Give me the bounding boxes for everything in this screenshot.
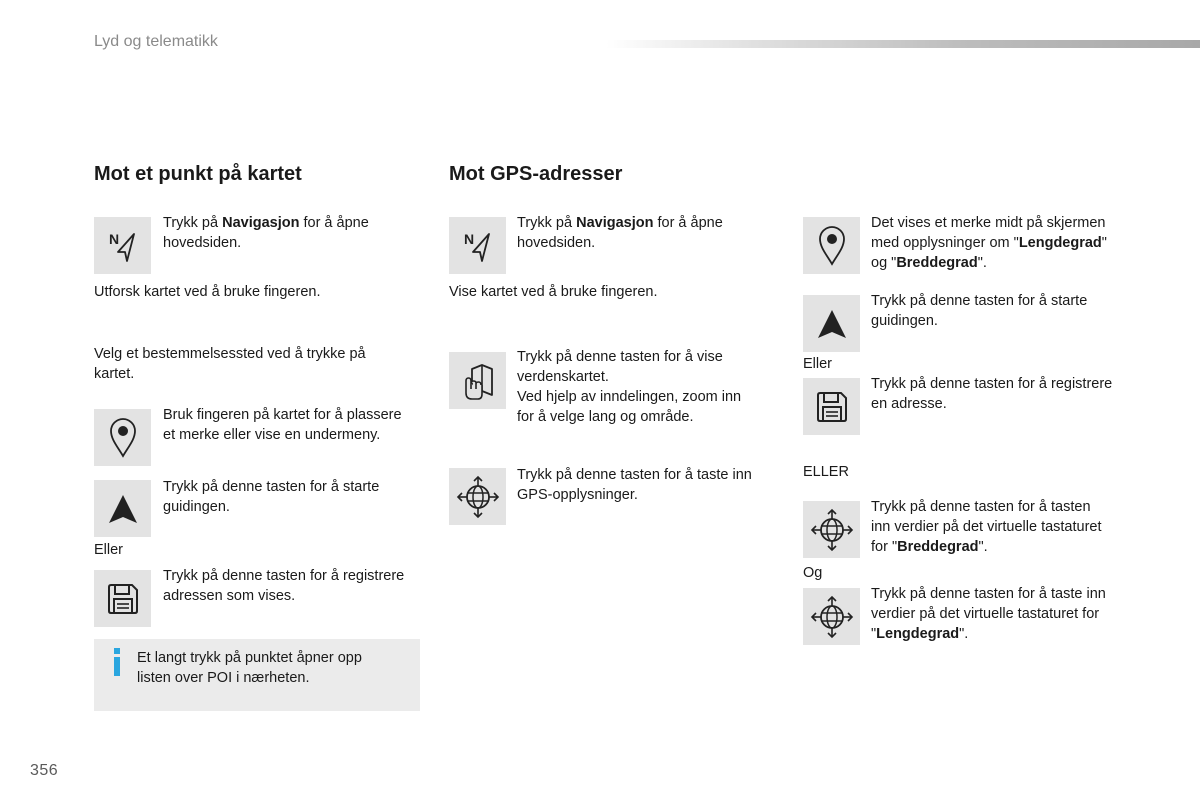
right-or-label: Eller [803,356,833,372]
right-longitude-text: Trykk på denne tasten for å taste inn verdier på det virtuelle tastaturet for "Lengdegrad". [871,586,1106,642]
map-pin-icon [94,409,151,466]
info-icon [111,648,123,676]
navigation-icon [449,217,506,274]
map-pin-icon [803,217,860,274]
right-start-text: Trykk på denne tasten for å starte guidingen. [871,293,1088,329]
left-save-text: Trykk på denne tasten for å registrere adressen som vises. [163,568,405,604]
left-start-text: Trykk på denne tasten for å starte guidingen. [163,479,380,515]
svg-text:N: N [108,230,119,247]
svg-text:N: N [463,230,474,247]
gps-globe-icon [803,588,860,645]
left-pin-text: Bruk fingeren på kartet for å plassere et merke eller vise en undermeny. [163,407,402,443]
start-guidance-icon [803,295,860,352]
left-or-label: Eller [94,542,124,558]
middle-heading: Mot GPS-adresser [449,163,623,185]
header-gradient-bar [606,40,1200,48]
left-select-text: Velg et bestemmelsessted ved å trykke på kartet. [94,346,366,382]
left-heading: Mot et punkt på kartet [94,163,302,185]
page-number: 356 [30,762,59,779]
middle-explore-text: Vise kartet ved å bruke fingeren. [449,284,658,300]
gps-globe-icon [449,468,506,525]
world-map-icon [449,352,506,409]
save-icon [803,378,860,435]
info-note-text: Et langt trykk på punktet åpner opp listen over POI i nærheten. [137,650,362,686]
left-explore-text: Utforsk kartet ved å bruke fingeren. [94,284,321,300]
left-nav-text: Trykk på Navigasjon for å åpne hovedsiden. [163,215,369,251]
right-marker-text: Det vises et merke midt på skjermen med opplysninger om "Lengdegrad" og "Breddegrad". [871,215,1107,271]
right-latitude-text: Trykk på denne tasten for å tasten inn verdier på det virtuelle tastaturet for "Breddegrad". [871,499,1102,555]
start-guidance-icon [94,480,151,537]
gps-globe-icon [803,501,860,558]
middle-world-text: Trykk på denne tasten for å vise verdenskartet. Ved hjelp av inndelingen, zoom inn for å velge lang og område. [517,349,742,425]
navigation-icon [94,217,151,274]
middle-nav-text: Trykk på Navigasjon for å åpne hovedsiden. [517,215,723,251]
section-title: Lyd og telematikk [94,33,218,50]
save-icon [94,570,151,627]
right-and-label: Og [803,565,823,581]
right-or-upper-label: ELLER [803,464,849,480]
right-save-text: Trykk på denne tasten for å registrere en adresse. [871,376,1113,412]
middle-gps-text: Trykk på denne tasten for å taste inn GPS-opplysninger. [517,467,752,503]
